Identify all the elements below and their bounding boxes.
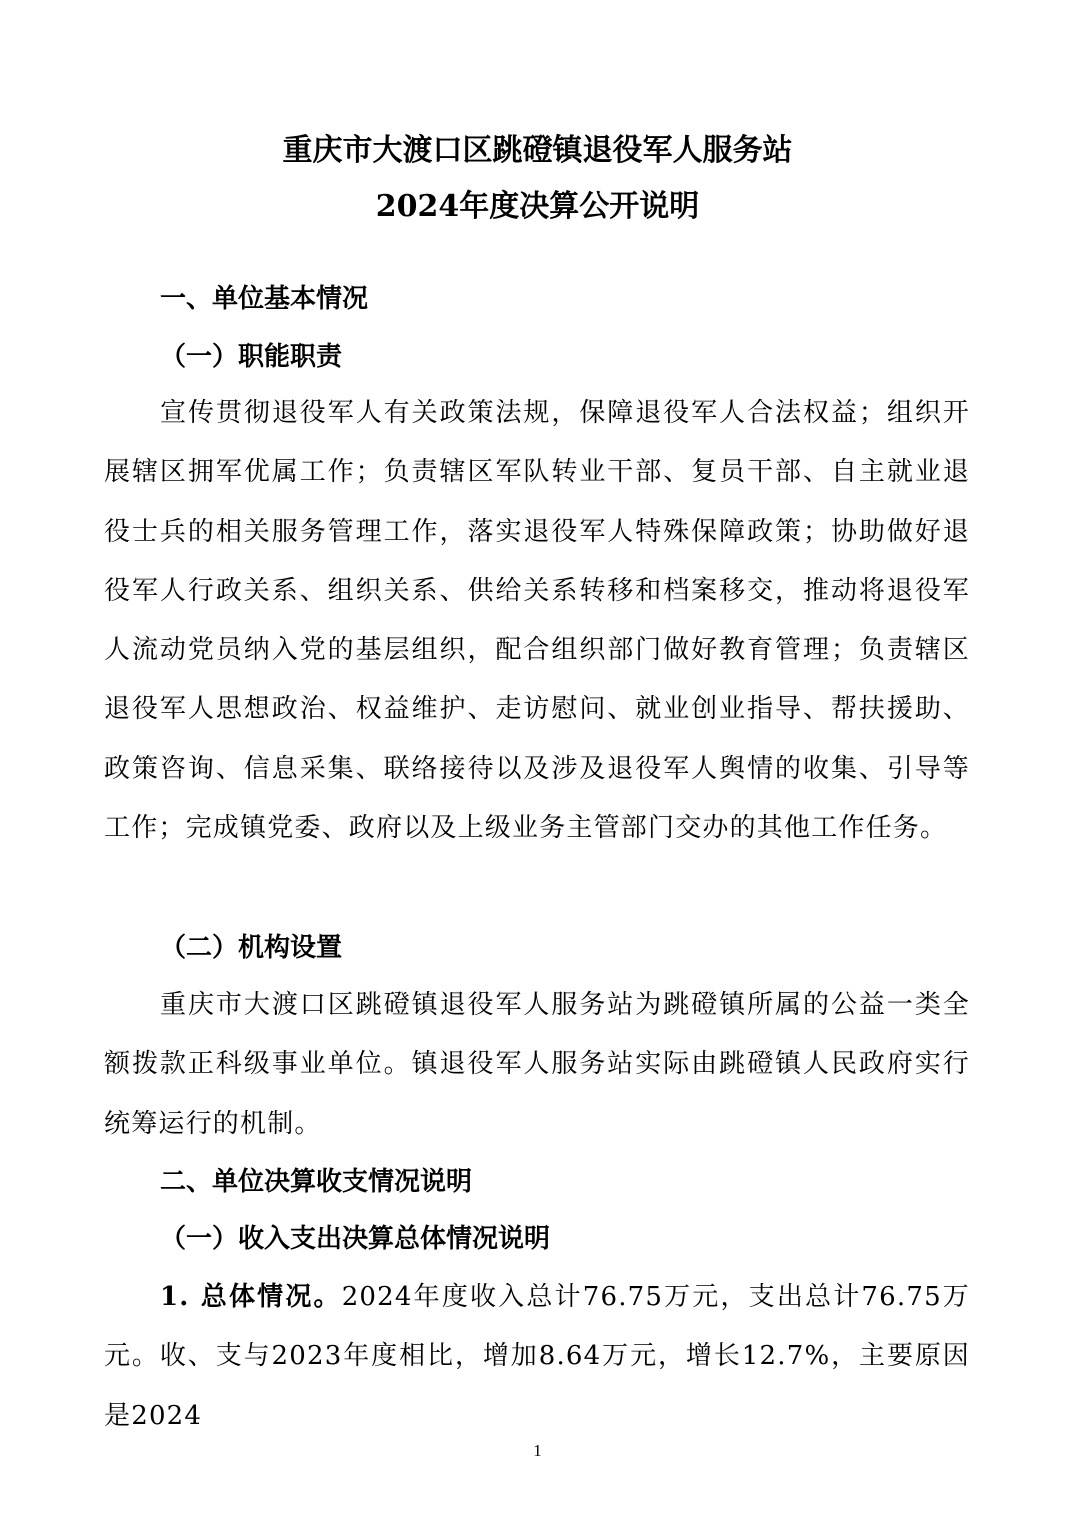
document-title-line1: 重庆市大渡口区跳磴镇退役军人服务站	[282, 133, 793, 168]
organization-paragraph: 重庆市大渡口区跳磴镇退役军人服务站为跳磴镇所属的公益一类全额拨款正科级事业单位。镇退役军人服务站实际由跳磴镇人民政府实行统筹运行的机制。	[104, 990, 970, 1139]
document-title-line2: 2024年度决算公开说明	[375, 189, 700, 224]
section1-sub2-heading: （二）机构设置	[160, 933, 343, 963]
section1-sub1-heading: （一）职能职责	[160, 342, 343, 372]
section1-heading: 一、单位基本情况	[160, 284, 369, 314]
section2-sub1-heading: （一）收入支出决算总体情况说明	[160, 1224, 551, 1254]
overall-situation-label: 1. 总体情况。	[160, 1282, 342, 1312]
overall-situation-text: 2024年度收入总计76.75万元，支出总计76.75万元。收、支与2023年度相比，增加8.64万元，增长12.7%，主要原因是2024	[104, 1282, 971, 1431]
duties-paragraph: 宣传贯彻退役军人有关政策法规，保障退役军人合法权益；组织开展辖区拥军优属工作；负责辖区军队转业干部、复员干部、自主就业退役士兵的相关服务管理工作，落实退役军人特殊保障政策；协助做好退役军人行政关系、组织关系、供给关系转移和档案移交，推动将退役军人流动党员纳入党的基层组织，配合组织部门做好教育管理；负责辖区退役军人思想政治、权益维护、走访慰问、就业创业指导、帮扶援助、政策咨询、信息采集、联络接待以及涉及退役军人舆情的收集、引导等工作；完成镇党委、政府以及上级业务主管部门交办的其他工作任务。	[104, 398, 970, 844]
section2-heading: 二、单位决算收支情况说明	[160, 1167, 473, 1197]
page-number: 1	[533, 1441, 542, 1460]
overall-situation-paragraph	[104, 1268, 970, 1446]
